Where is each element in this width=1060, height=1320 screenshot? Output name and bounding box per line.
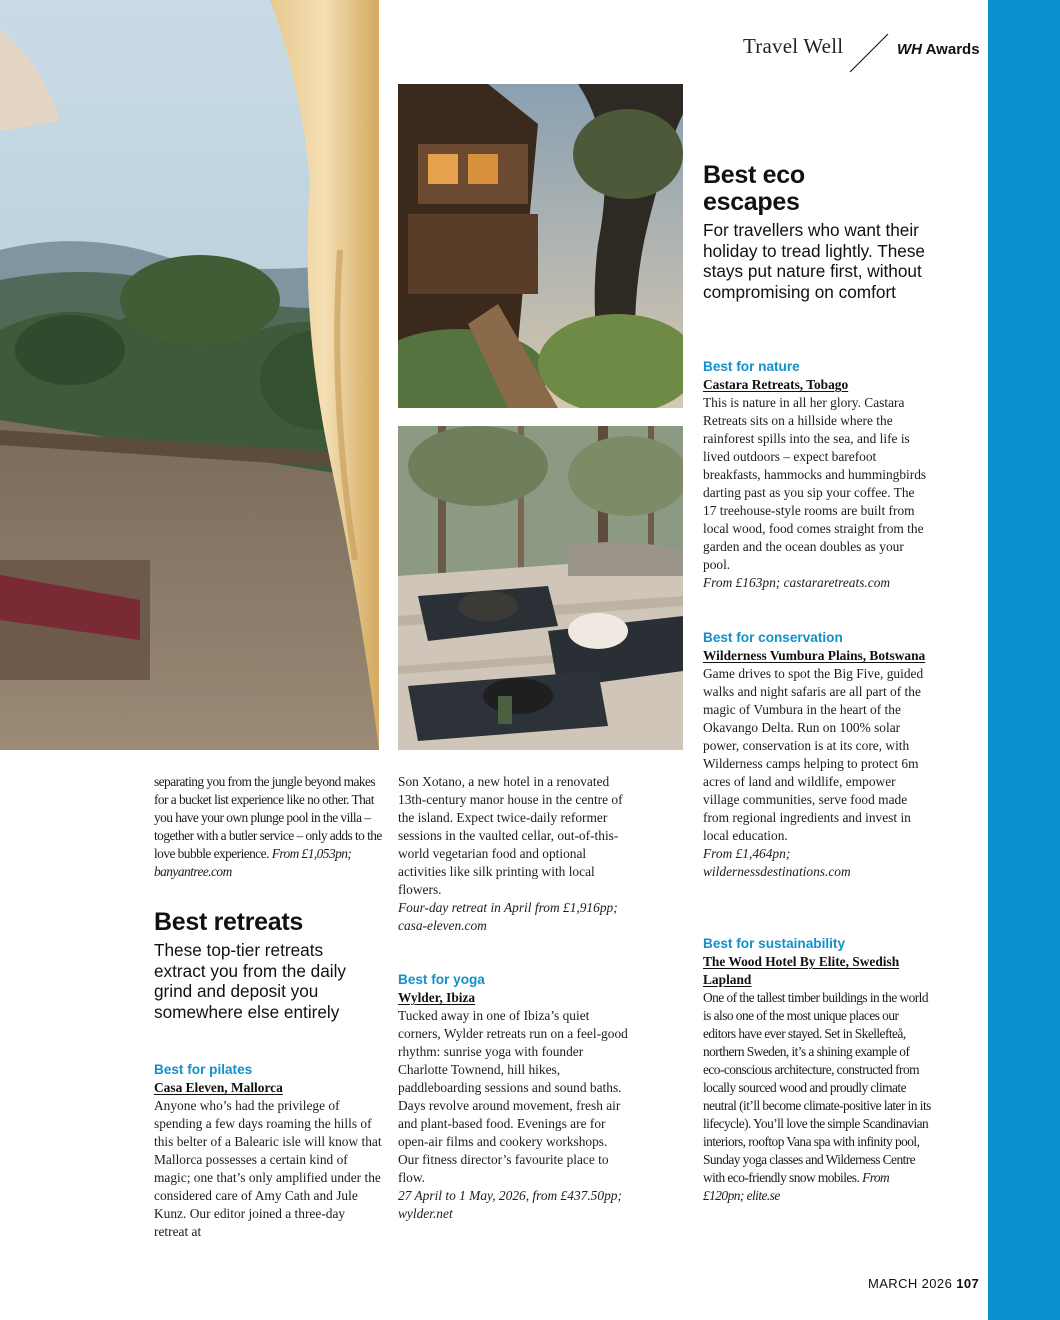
yoga-retreat-image <box>398 426 683 750</box>
conservation-category-label: Best for conservation <box>703 630 843 645</box>
page-footer <box>868 1276 979 1291</box>
pilates-category-label: Best for pilates <box>154 1062 253 1077</box>
nature-description: This is nature in all her glory. Castara Retreats sits on a hillside where the rainforest spills into the sea, and life is lived outdoors – expect barefoot breakfasts, hammocks and hummingbirds darting past as you sip your coffee. The 17 treehouse-style rooms are built from local wood, food comes straight from the garden and the ocean doubles as your pool. <box>703 395 927 572</box>
col2-continued-price: Four-day retreat in April from £1,916pp; casa-eleven.com <box>398 900 618 933</box>
section-title: Travel Well <box>743 34 844 58</box>
yoga-venue-name: Wylder, Ibiza <box>398 990 476 1005</box>
yoga-category-label: Best for yoga <box>398 972 485 987</box>
col2-continued-text: Son Xotano, a new hotel in a renovated 13th-century manor house in the centre of the island. Expect twice-daily reformer sessions in the vaulted cellar, out-of-this-world vegetarian food and optional activities like silk printing with local flowers. <box>398 774 623 897</box>
nature-price: From £163pn; castararetreats.com <box>703 575 891 590</box>
conservation-description: Game drives to spot the Big Five, guided walks and night safaris are all part of the magic of Vumbura in the heart of the Okavango Delta. Run on 100% solar power, conservation is at its core, with Wilderness camps helping to protect 6m acres of land and wildlife, empower village communities, serve food made from regional ingredients and invest in local education. <box>703 666 924 843</box>
side-color-bar <box>988 0 1060 1320</box>
pilates-venue-name: Casa Eleven, Mallorca <box>154 1080 283 1095</box>
sustainability-entry <box>703 935 931 1205</box>
col2-continued-paragraph <box>398 773 628 935</box>
col1-continued-text: separating you from the jungle beyond makes for a bucket list experience like no other. That you have your own plunge pool in the villa – together with a butler service – only adds to the love bubble experience. <box>154 774 382 861</box>
yoga-price: 27 April to 1 May, 2026, from £437.50pp; wylder.net <box>398 1188 622 1221</box>
best-retreats-intro: These top-tier retreats extract you from the daily grind and deposit you somewhere else entirely <box>154 940 347 1022</box>
awards-title: Awards <box>925 41 980 58</box>
issue-date: MARCH 2026 <box>868 1276 953 1291</box>
page-number: 107 <box>956 1276 980 1291</box>
nature-entry <box>703 358 931 592</box>
header-divider-slash <box>848 33 890 73</box>
sustainability-text: One of the tallest timber buildings in the world is also one of the most unique places our editors have ever stayed. Set in Skellefteå, northern Sweden, it’s a shining example of eco-conscious architecture, constructed from locally sourced wood and proudly climate neutral (it’ll become climate-positive later in its lifecycle). You’ll love the simple Scandinavian interiors, rooftop Vana spa with infinity pool, Sunday yoga classes and Wilderness Centre with eco-friendly snow mobiles. <box>703 990 931 1185</box>
awards-label <box>897 41 980 58</box>
nature-category-label: Best for nature <box>703 359 800 374</box>
conservation-venue-name: Wilderness Vumbura Plains, Botswana <box>703 648 926 663</box>
awards-brand: WH <box>897 41 922 58</box>
pilates-description: Anyone who’s had the privilege of spending a few days roaming the hills of this belter of a Balearic isle will know that Mallorca possesses a certain kind of magic; one that’s only amplified under the considered care of Amy Cath and Jule Kunz. Our editor joined a three-day retreat at <box>154 1098 382 1239</box>
pilates-entry <box>154 1061 382 1241</box>
col1-continued-price: From £1,053pn; banyantree.com <box>154 846 352 879</box>
nature-venue-name: Castara Retreats, Tobago <box>703 377 849 392</box>
yoga-description: Tucked away in one of Ibiza’s quiet corners, Wylder retreats run on a feel-good rhythm: sunrise yoga with founder Charlotte Townend, hill hikes, paddleboarding sessions and sound baths. Days revolve around movement, fresh air and plant-based food. Evenings are for open-air films and cookery workshops. Our fitness director’s favourite place to flow. <box>398 1008 628 1185</box>
yoga-entry <box>398 971 628 1223</box>
conservation-price: From £1,464pn; wildernessdestinations.com <box>703 846 851 879</box>
treehouse-image <box>398 84 683 408</box>
sustainability-category-label: Best for sustainability <box>703 936 846 951</box>
best-eco-escapes-intro: For travellers who want their holiday to tread lightly. These stays put nature first, without compromising on comfort <box>703 220 925 302</box>
best-eco-escapes-heading: Best eco escapes <box>703 161 805 216</box>
sustainability-venue-name: The Wood Hotel By Elite, Swedish Lapland <box>703 954 900 987</box>
jungle-villa-image <box>0 0 379 750</box>
conservation-entry <box>703 629 931 881</box>
sustainability-description <box>703 989 931 1205</box>
sustainability-price: From £120pn; elite.se <box>703 1170 890 1203</box>
best-retreats-heading: Best retreats <box>154 908 303 936</box>
col1-continued-paragraph <box>154 773 382 881</box>
